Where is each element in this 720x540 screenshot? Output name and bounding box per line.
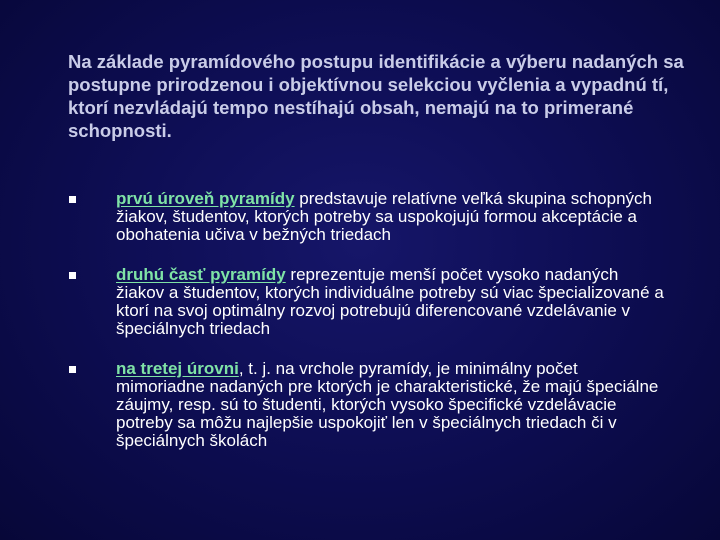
bullet-item-3: [68, 360, 668, 450]
slide-title: Na základe pyramídového postupu identifikácie a výberu nadaných sa postupne prirodzenou i objektívnou selekciou vyčlenia a vypadnú tí, ktorí nezvládajú tempo nestíhajú obsah, nemajú na to primerané schopnosti.: [68, 51, 684, 141]
bullet-text: , t. j. na vrchole pyramídy, je minimálny počet mimoriadne nadaných pre ktorých je charakteristické, že majú špeciálne záujmy, resp. sú to študenti, ktorých vysoko špecifické vzdelávacie potreby sa môžu najlepšie uspokojiť len v špeciálnych triedach či v špeciálnych školách: [116, 359, 659, 450]
bullet-item-1: [68, 190, 668, 244]
bullet-term: prvú úroveň pyramídy: [116, 189, 295, 208]
bullet-text: predstavuje relatívne veľká skupina schopných žiakov, študentov, ktorých potreby sa uspokojujú formou akceptácie a obohatenia učiva v bežných triedach: [116, 189, 653, 244]
square-bullet-icon: [69, 196, 76, 203]
square-bullet-icon: [69, 366, 76, 373]
bullet-term: na tretej úrovni: [116, 359, 239, 378]
bullet-text: reprezentuje menší počet vysoko nadaných žiakov a študentov, ktorých individuálne potreby sú viac špecializované a ktorí na svoj optimálny rozvoj potrebujú diferencované vzdelávanie v špeciálnych triedach: [116, 265, 664, 338]
bullet-list: [68, 190, 668, 472]
bullet-term: druhú časť pyramídy: [116, 265, 286, 284]
bullet-item-2: [68, 266, 668, 338]
square-bullet-icon: [69, 272, 76, 279]
